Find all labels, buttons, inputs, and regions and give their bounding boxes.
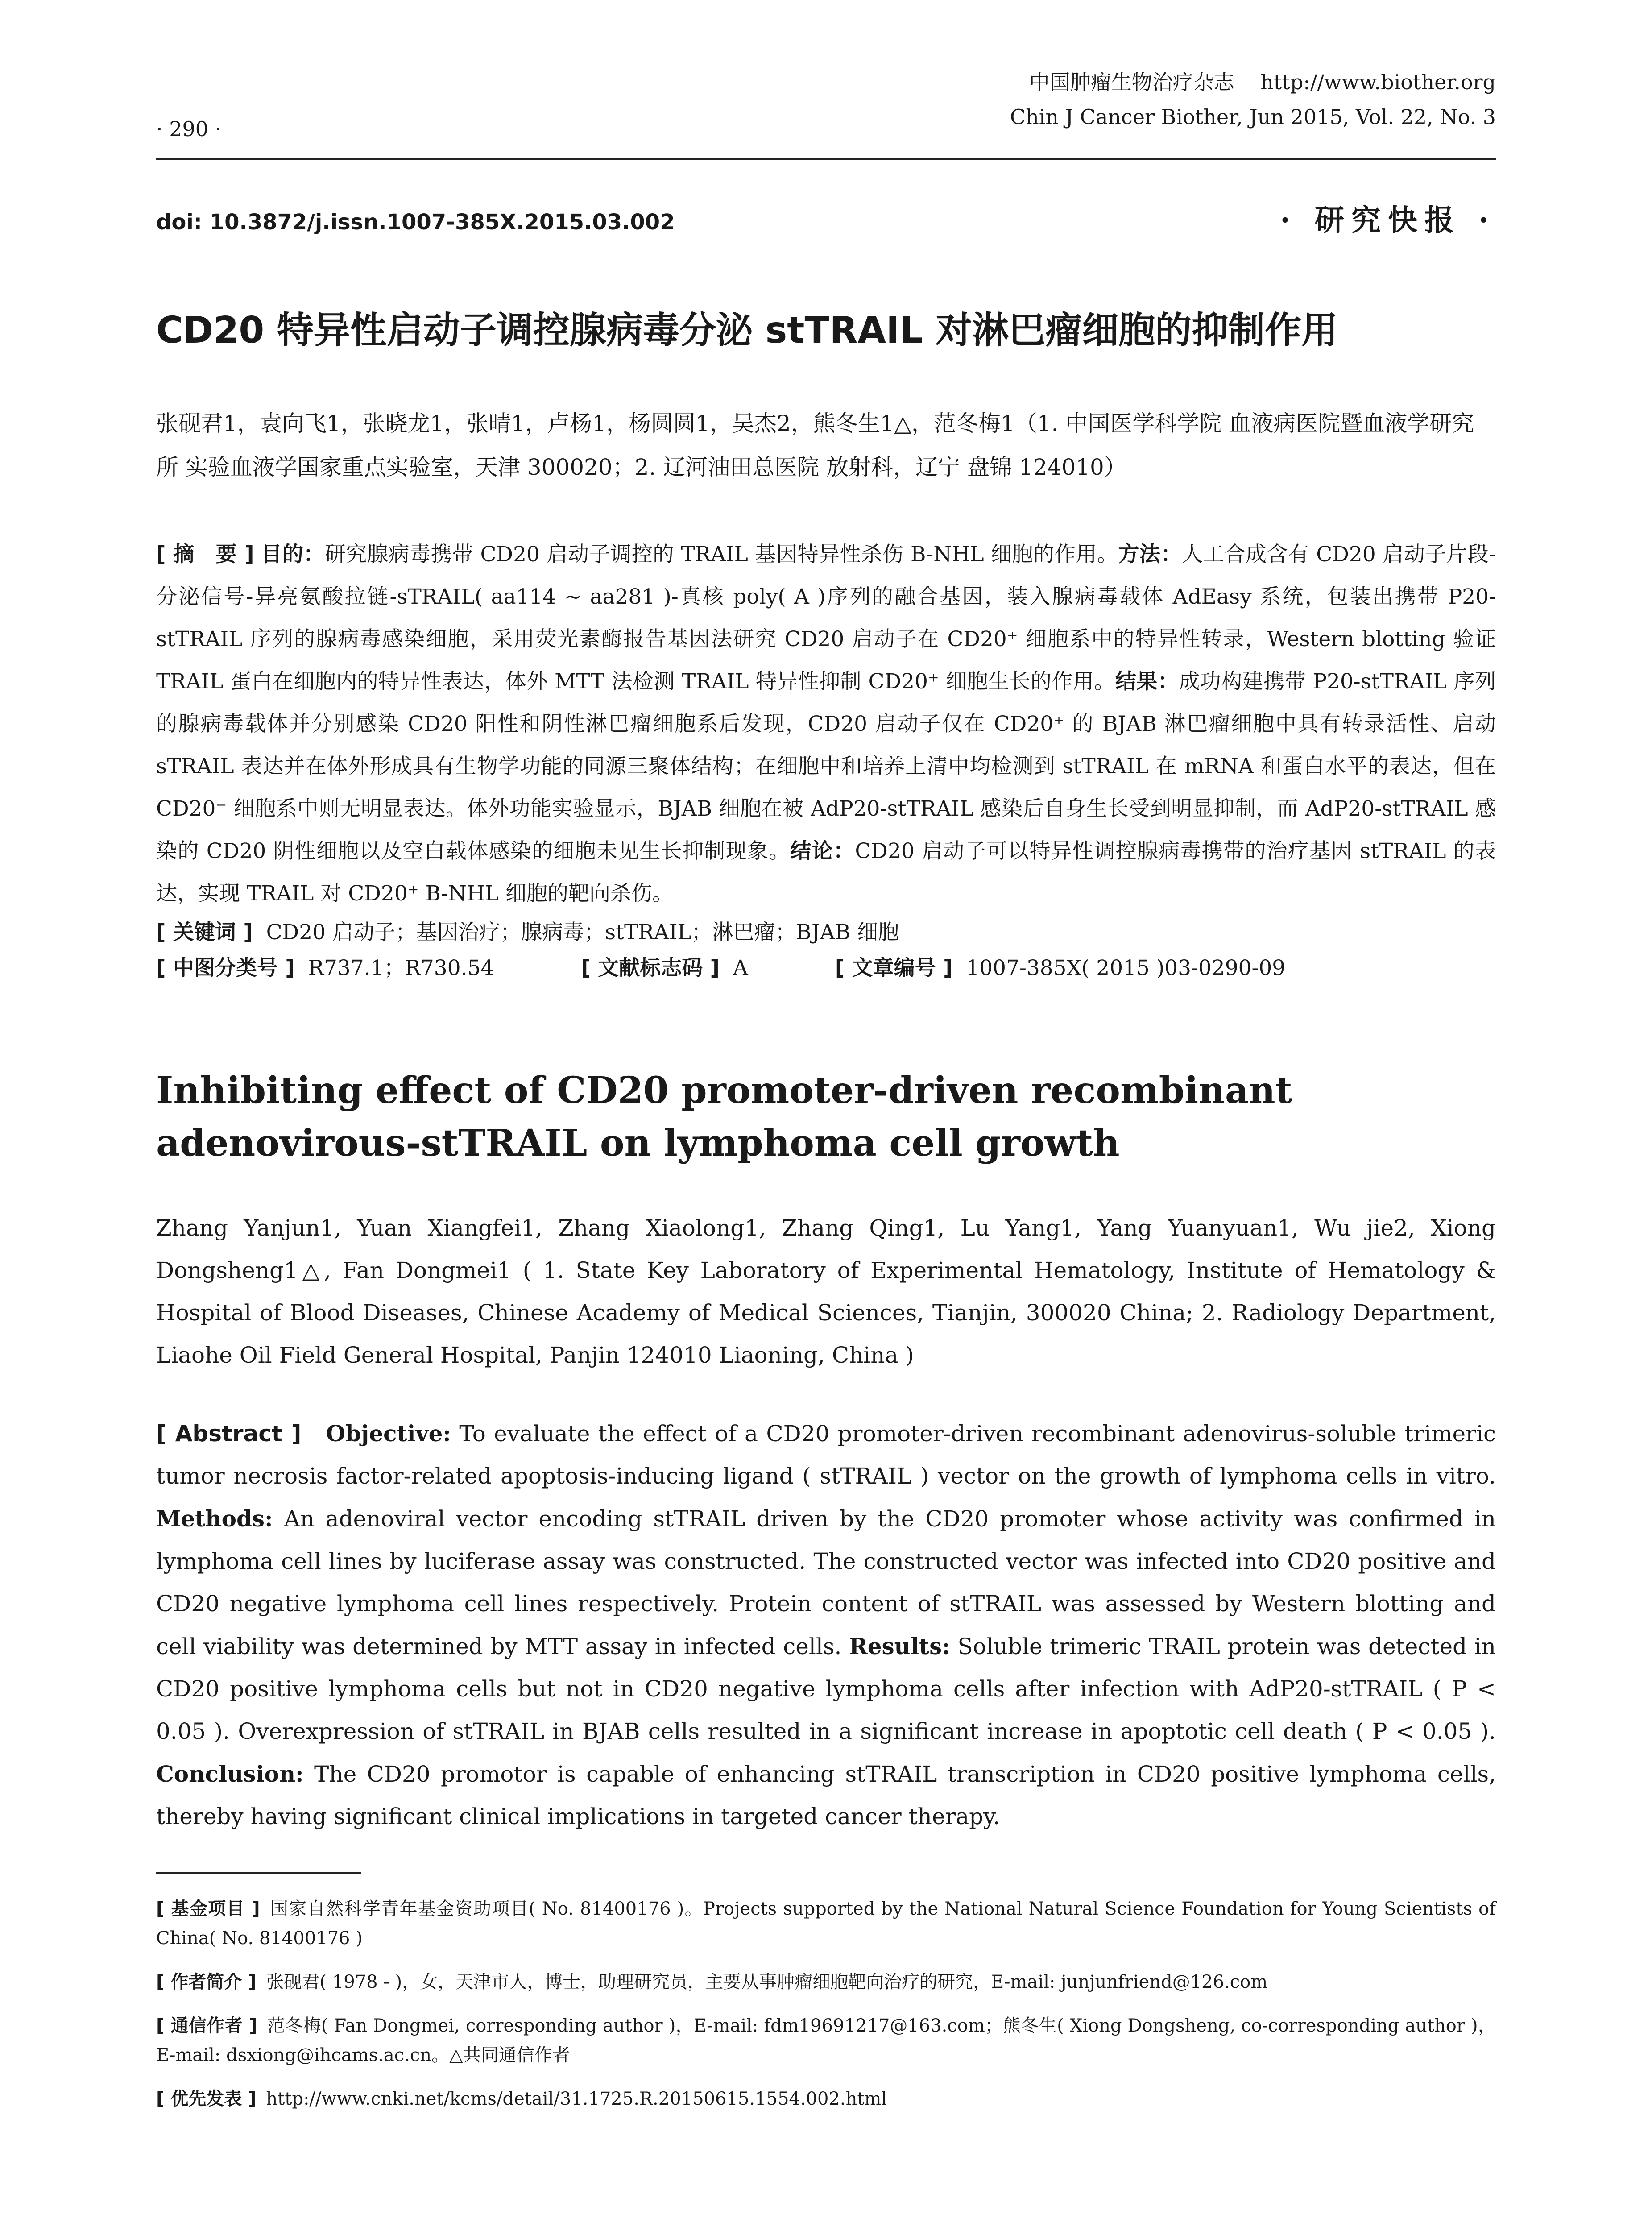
journal-name-line (1010, 65, 1496, 100)
objective-en-label: Objective: (326, 1420, 451, 1447)
objective-en: To evaluate the effect of a CD20 promoter-driven recombinant adenovirus-soluble trimeric tumor necrosis factor-related apoptosis-inducing ligand ( stTRAIL ) vector on the growth of lymphoma cells in vitro. (156, 1421, 1496, 1489)
clc-number: R737.1；R730.54 (308, 956, 494, 980)
doc-code: A (733, 956, 748, 980)
footnote-fund (156, 1894, 1496, 1953)
methods-cn-label: 方法： (1118, 542, 1182, 567)
keywords-row (156, 915, 1496, 950)
keywords-label: [ 关键词 ] (156, 920, 253, 945)
footnote-author (156, 1967, 1496, 1997)
title-en: Inhibiting effect of CD20 promoter-driven recombinant adenovirous-stTRAIL on lymphoma cell growth (156, 1069, 1292, 1165)
doi: doi: 10.3872/j.issn.1007-385X.2015.03.002 (156, 210, 675, 235)
methods-en-label: Methods: (156, 1505, 273, 1532)
results-en: Soluble trimeric TRAIL protein was detected in CD20 positive lymphoma cells but not in CD20 negative lymphoma cells after infection with AdP20-stTRAIL ( P < 0.05 ). Overexpression of stTRAIL in BJAB cells resulted in a significant increase in apoptotic cell death ( P < 0.05 ). (156, 1634, 1496, 1744)
abstract-en-body (156, 1412, 1496, 1838)
fund-label: [ 基金项目 ] (156, 1899, 260, 1919)
classification-row (156, 950, 1496, 986)
footnote-corresponding (156, 2011, 1496, 2070)
doc-code-label: [ 文献标志码 ] (581, 956, 720, 980)
footnotes (156, 1894, 1496, 2128)
conclusion-cn-label: 结论： (790, 839, 855, 863)
footnote-online-first (156, 2084, 1496, 2114)
objective-cn-label: 目的： (261, 542, 325, 567)
keywords: CD20 启动子；基因治疗；腺病毒；stTRAIL；淋巴瘤；BJAB 细胞 (266, 920, 899, 945)
conclusion-en-label: Conclusion: (156, 1761, 304, 1787)
results-cn: 成功构建携带 P20-stTRAIL 序列的腺病毒载体并分别感染 CD20 阳性和阴性淋巴瘤细胞系后发现，CD20 启动子仅在 CD20⁺ 的 BJAB 淋巴瘤细胞中具有转录活性、启动 sTRAIL 表达并在体外形成具有生物学功能的同源三聚体结构；在细胞中和培养上清中均检测到 stTRAIL 在 mRNA 和蛋白水平的表达，但在 CD20⁻ 细胞系中则无明显表达。体外功能实验显示，BJAB 细胞在被 AdP20-stTRAIL 感染后自身生长受到明显抑制，而 AdP20-stTRAIL 感染的 CD20 阴性细胞以及空白载体感染的细胞未见生长抑制现象。 (156, 669, 1496, 863)
header-rule (156, 158, 1496, 160)
journal-name-cn: 中国肿瘤生物治疗杂志 (1029, 70, 1234, 94)
online-first-label: [ 优先发表 ] (156, 2089, 257, 2109)
conclusion-en: The CD20 promotor is capable of enhancing stTRAIL transcription in CD20 positive lymphoma cells, thereby having significant clinical implications in targeted cancer therapy. (156, 1761, 1496, 1829)
results-en-label: Results: (849, 1633, 950, 1659)
article-no: 1007-385X( 2015 )03-0290-09 (966, 956, 1286, 980)
author-bio-label: [ 作者简介 ] (156, 1972, 257, 1992)
journal-website[interactable]: http://www.biother.org (1260, 70, 1496, 94)
footnote-rule (156, 1872, 361, 1874)
clc-label: [ 中图分类号 ] (156, 956, 295, 980)
corresponding-text: 范冬梅( Fan Dongmei, corresponding author )，E-mail: fdm19691217@163.com；熊冬生( Xiong Dongsheng, co-corresponding author )，E-mail: dsxiong@ihcams.ac.cn。△共同通信作者 (156, 2015, 1496, 2065)
abstract-cn-label: [ 摘 要 ] (156, 542, 254, 567)
author-bio-text: 张砚君( 1978 - )，女，天津市人，博士，助理研究员，主要从事肿瘤细胞靶向治疗的研究，E-mail: junjunfriend@126.com (266, 1972, 1268, 1992)
conclusion-cn: CD20 启动子可以特异性调控腺病毒携带的治疗基因 stTRAIL 的表达，实现 TRAIL 对 CD20⁺ B-NHL 细胞的靶向杀伤。 (156, 839, 1496, 906)
abstract-cn-body (156, 533, 1496, 915)
fund-text: 国家自然科学青年基金资助项目( No. 81400176 )。Projects supported by the National Natural Science Foundation for Young Scientists of China( No. 81400176 ) (156, 1899, 1496, 1949)
authors-cn: 张砚君1，袁向飞1，张晓龙1，张晴1，卢杨1，杨圆圆1，吴杰2，熊冬生1△，范冬梅1（1. 中国医学科学院 血液病医院暨血液学研究所 实验血液学国家重点实验室，天津 300020；2. 辽河油田总医院 放射科，辽宁 盘锦 124010） (156, 411, 1474, 480)
online-first-url[interactable]: http://www.cnki.net/kcms/detail/31.1725.R.20150615.1554.002.html (266, 2089, 887, 2109)
column-label: · 研究快报 · (1280, 203, 1496, 237)
objective-cn: 研究腺病毒携带 CD20 启动子调控的 TRAIL 基因特异性杀伤 B-NHL 细胞的作用。 (324, 542, 1118, 567)
journal-citation: Chin J Cancer Biother, Jun 2015, Vol. 22, No. 3 (1010, 105, 1496, 129)
methods-en: An adenoviral vector encoding stTRAIL driven by the CD20 promoter whose activity was confirmed in lymphoma cell lines by luciferase assay was constructed. The constructed vector was infected into CD20 positive and CD20 negative lymphoma cell lines respectively. Protein content of stTRAIL was assessed by Western blotting and cell viability was determined by MTT assay in infected cells. (156, 1506, 1496, 1659)
abstract-en-label: [ Abstract ] (156, 1421, 302, 1447)
abstract-en (156, 1412, 1496, 1838)
article-no-label: [ 文章编号 ] (835, 956, 953, 980)
page-number: · 290 · (156, 117, 222, 141)
abstract-cn (156, 533, 1496, 986)
methods-cn: 人工合成含有 CD20 启动子片段-分泌信号-异亮氨酸拉链-sTRAIL( aa114 ~ aa281 )-真核 poly( A )序列的融合基因，装入腺病毒载体 AdEasy 系统，包装出携带 P20-stTRAIL 序列的腺病毒感染细胞，采用荧光素酶报告基因法研究 CD20 启动子在 CD20⁺ 细胞系中的特异性转录，Western blotting 验证 TRAIL 蛋白在细胞内的特异性表达，体外 MTT 法检测 TRAIL 特异性抑制 CD20⁺ 细胞生长的作用。 (156, 542, 1496, 694)
corresponding-label: [ 通信作者 ] (156, 2015, 257, 2036)
title-cn: CD20 特异性启动子调控腺病毒分泌 stTRAIL 对淋巴瘤细胞的抑制作用 (156, 309, 1338, 352)
journal-header (1010, 65, 1496, 134)
authors-en: Zhang Yanjun1, Yuan Xiangfei1, Zhang Xiaolong1, Zhang Qing1, Lu Yang1, Yang Yuanyuan1, Wu jie2, Xiong Dongsheng1△, Fan Dongmei1 ( 1. State Key Laboratory of Experimental Hematology, Institute of Hematology & Hospital of Blood Diseases, Chinese Academy of Medical Sciences, Tianjin, 300020 China; 2. Radiology Department, Liaohe Oil Field General Hospital, Panjin 124010 Liaoning, China ) (156, 1215, 1496, 1368)
results-cn-label: 结果： (1115, 669, 1179, 694)
